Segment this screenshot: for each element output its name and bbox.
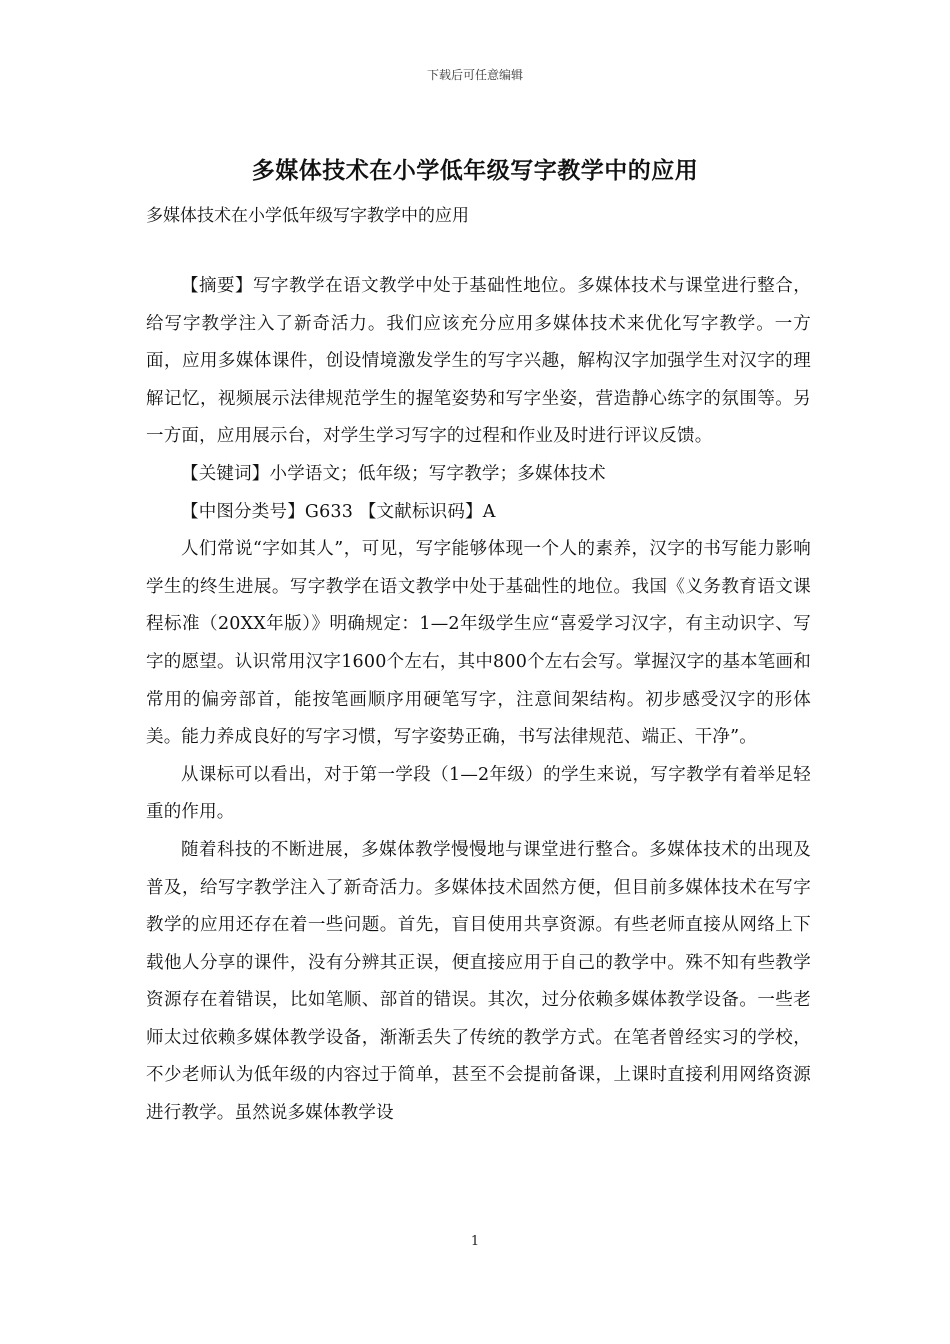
page-number: 1: [470, 1234, 480, 1249]
body-paragraph: 人们常说“字如其人”，可见，写字能够体现一个人的素养，汉字的书写能力影响学生的终生进展。写字教学在语文教学中处于基础性的地位。我国《义务教育语文课程标准（20XX年版）》明确规定：1—2年级学生应“喜爱学习汉字，有主动识字、写字的愿望。认识常用汉字1600个左右，其中800个左右会写。掌握汉字的基本笔画和常用的偏旁部首，能按笔画顺序用硬笔写字，注意间架结构。初步感受汉字的形体美。能力养成良好的写字习惯，写字姿势正确，书写法律规范、端正、干净”。: [146, 539, 811, 748]
document-body: [146, 268, 811, 1133]
page-header: 下载后可任意编辑: [426, 68, 523, 82]
keywords-paragraph: 【关键词】小学语文；低年级；写字教学；多媒体技术: [181, 463, 606, 484]
body-paragraph: 从课标可以看出，对于第一学段（1—2年级）的学生来说，写字教学有着举足轻重的作用。: [146, 764, 811, 823]
document-subtitle: 多媒体技术在小学低年级写字教学中的应用: [146, 206, 469, 226]
classification-paragraph: 【中图分类号】G633 【文献标识码】A: [181, 501, 496, 522]
abstract-paragraph: 【摘要】写字教学在语文教学中处于基础性地位。多媒体技术与课堂进行整合，给写字教学注入了新奇活力。我们应该充分应用多媒体技术来优化写字教学。一方面，应用多媒体课件，创设情境激发学生的写字兴趣，解构汉字加强学生对汉字的理解记忆，视频展示法律规范学生的握笔姿势和写字坐姿，营造静心练字的氛围等。另一方面，应用展示台，对学生学习写字的过程和作业及时进行评议反馈。: [146, 276, 811, 447]
document-title: 多媒体技术在小学低年级写字教学中的应用: [251, 158, 699, 184]
body-paragraph: 随着科技的不断进展，多媒体教学慢慢地与课堂进行整合。多媒体技术的出现及普及，给写字教学注入了新奇活力。多媒体技术固然方便，但目前多媒体技术在写字教学的应用还存在着一些问题。首先，盲目使用共享资源。有些老师直接从网络上下载他人分享的课件，没有分辨其正误，便直接应用于自己的教学中。殊不知有些教学资源存在着错误，比如笔顺、部首的错误。其次，过分依赖多媒体教学设备。一些老师太过依赖多媒体教学设备，渐渐丢失了传统的教学方式。在笔者曾经实习的学校，不少老师认为低年级的内容过于简单，甚至不会提前备课，上课时直接利用网络资源进行教学。虽然说多媒体教学设: [146, 839, 811, 1124]
